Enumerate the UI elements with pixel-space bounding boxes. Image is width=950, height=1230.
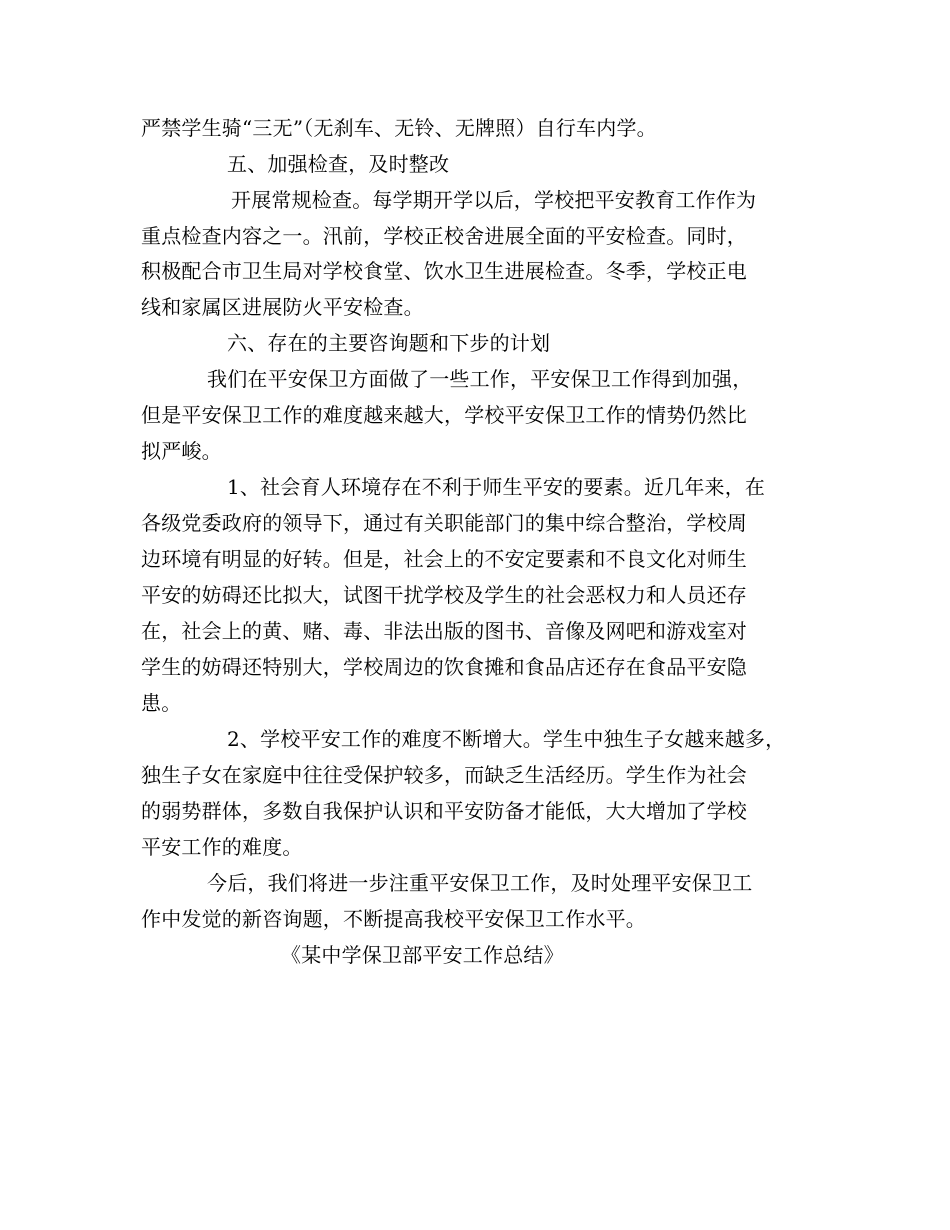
text-line: 学生的妨碍还特别大，学校周边的饮食摊和食品店还存在食品平安隐 xyxy=(141,655,747,679)
text-line: 作中发觉的新咨询题，不断提高我校平安保卫工作水平。 xyxy=(141,907,646,931)
document-title-footer: 《某中学保卫部平安工作总结》 xyxy=(281,943,564,967)
text-line: 线和家属区进展防火平安检查。 xyxy=(141,295,424,319)
list-item-first-line: 1、社会育人环境存在不利于师生平安的要素。近几年来，在 xyxy=(227,475,766,499)
text-line: 平安工作的难度。 xyxy=(141,835,303,859)
text-line: 患。 xyxy=(141,691,182,715)
list-item-first-line: 2、学校平安工作的难度不断增大。学生中独生子女越来越多， xyxy=(227,727,786,751)
text-line: 边环境有明显的好转。但是，社会上的不安定要素和不良文化对师生 xyxy=(141,547,747,571)
section-heading: 五、加强检查，及时整改 xyxy=(227,152,450,176)
text-line: 在，社会上的黄、赌、毒、非法出版的图书、音像及网吧和游戏室对 xyxy=(141,619,747,643)
paragraph-first-line: 我们在平安保卫方面做了一些工作，平安保卫工作得到加强， xyxy=(207,367,753,391)
text-line: 各级党委政府的领导下，通过有关职能部门的集中综合整治，学校周 xyxy=(141,511,747,535)
section-heading: 六、存在的主要咨询题和下步的计划 xyxy=(227,331,551,355)
paragraph-first-line: 开展常规检查。每学期开学以后，学校把平安教育工作作为 xyxy=(231,188,757,212)
text-line: 严禁学生骑“三无”（无刹车、无铃、无牌照）自行车内学。 xyxy=(141,116,657,140)
text-line: 独生子女在家庭中往往受保护较多，而缺乏生活经历。学生作为社会 xyxy=(141,763,747,787)
paragraph-first-line: 今后，我们将进一步注重平安保卫工作，及时处理平安保卫工 xyxy=(207,871,753,895)
text-line: 重点检查内容之一。汛前，学校正校舍进展全面的平安检查。同时， xyxy=(141,224,747,248)
text-line: 但是平安保卫工作的难度越来越大，学校平安保卫工作的情势仍然比 xyxy=(141,403,747,427)
text-line: 积极配合市卫生局对学校食堂、饮水卫生进展检查。冬季，学校正电 xyxy=(141,259,747,283)
text-line: 拟严峻。 xyxy=(141,439,222,463)
text-line: 的弱势群体，多数自我保护认识和平安防备才能低，大大增加了学校 xyxy=(141,799,747,823)
text-line: 平安的妨碍还比拟大，试图干扰学校及学生的社会恶权力和人员还存 xyxy=(141,583,747,607)
